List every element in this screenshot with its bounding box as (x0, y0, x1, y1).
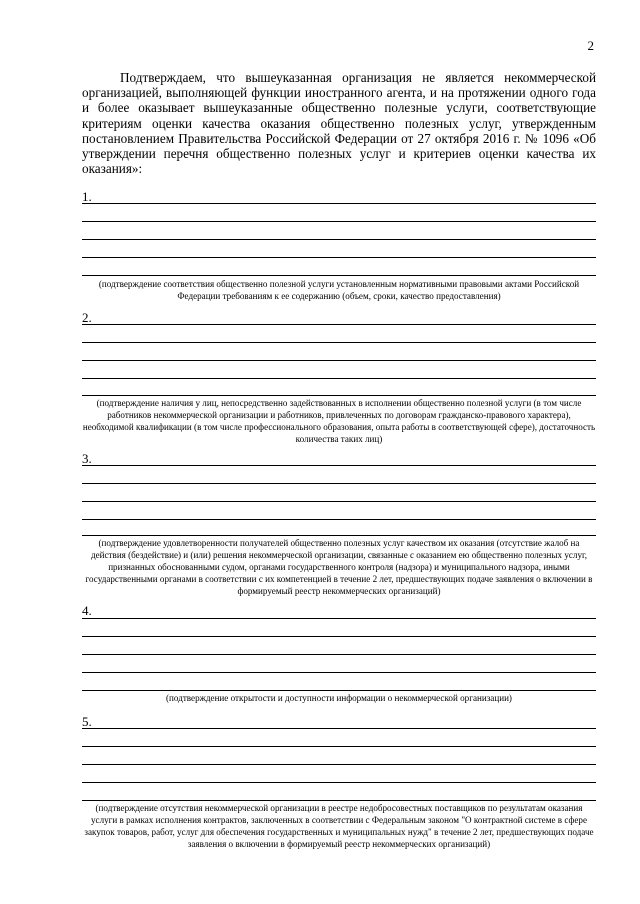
intro-text: Подтверждаем, что вышеуказанная организация не является некоммерческой организацией, выполняющей функции иностранного агента, и на протяжении одного года и более оказывает вышеуказанные общественно полезные услуги, соответствующие критериям оценки качества оказания общественно полезных услуг, утвержденным постановлением Правительства Российской Федерации от 27 октября 2016 г. № 1096 «Об утверждении перечня общественно полезных услуг и критериев оценки качества их оказания»: (82, 70, 596, 177)
section-number: 2. (82, 310, 92, 325)
answer-line[interactable] (82, 239, 596, 240)
answer-line[interactable] (82, 483, 596, 484)
answer-line[interactable] (82, 465, 596, 466)
answer-line[interactable] (82, 636, 596, 637)
answer-line[interactable] (82, 275, 596, 276)
section-caption: (подтверждение удовлетворенности получателей общественно полезных услуг качеством их оказания (отсутствие жалоб на действия (бездействие) и (или) решения некоммерческой организации, связанные с оказанием ею общественно полезных услуг, признанных обоснованными судом, органами государственного контроля (надзора) и муниципального надзора, иными государственными органами в соответствии с их компетенцией в течение 2 лет, предшествующих подаче заявления о включении в формируемый реестр некоммерческих организаций) (85, 538, 593, 596)
answer-line[interactable] (82, 535, 596, 536)
answer-line[interactable] (82, 618, 596, 619)
answer-line[interactable] (82, 782, 596, 783)
answer-line[interactable] (82, 800, 596, 801)
answer-line[interactable] (82, 501, 596, 502)
page-number: 2 (587, 38, 594, 53)
section-number: 1. (82, 189, 92, 204)
answer-line[interactable] (82, 690, 596, 691)
intro-paragraph (82, 70, 596, 176)
answer-line[interactable] (82, 672, 596, 673)
answer-line[interactable] (82, 395, 596, 396)
answer-line[interactable] (82, 221, 596, 222)
answer-line[interactable] (82, 203, 596, 204)
answer-line[interactable] (82, 257, 596, 258)
answer-line[interactable] (82, 764, 596, 765)
section-number: 5. (82, 714, 92, 729)
answer-line[interactable] (82, 342, 596, 343)
section-caption: (подтверждение отсутствия некоммерческой организации в реестре недобросовестных поставщиков по результатам оказания услуги в рамках исполнения контрактов, заключенных в соответствии с Федеральным законом "О контрактной системе в сфере закупок товаров, работ, услуг для обеспечения государственных и муниципальных нужд" в течение 2 лет, предшествующих подаче заявления о включении в формируемый реестр некоммерческих организаций) (84, 803, 594, 849)
answer-line[interactable] (82, 654, 596, 655)
answer-line[interactable] (82, 746, 596, 747)
answer-line[interactable] (82, 360, 596, 361)
section-number: 3. (82, 451, 92, 466)
answer-line[interactable] (82, 519, 596, 520)
section-caption: (подтверждение открытости и доступности информации о некоммерческой организации) (166, 693, 512, 703)
answer-line[interactable] (82, 728, 596, 729)
section-caption: (подтверждение соответствия общественно полезной услуги установленным нормативными правовыми актами Российской Федерации требованиям к ее содержанию (объем, сроки, качество предоставления) (98, 279, 580, 301)
answer-line[interactable] (82, 378, 596, 379)
answer-line[interactable] (82, 324, 596, 325)
section-number: 4. (82, 603, 92, 618)
section-caption: (подтверждение наличия у лиц, непосредственно задействованных в исполнении общественно полезной услуги (в том числе работников некоммерческой организации и работников, привлеченных по договорам гражданско-правового характера), необходимой квалификации (в том числе профессионального образования, опыта работы в соответствующей сфере), достаточность количества таких лиц) (82, 398, 596, 444)
